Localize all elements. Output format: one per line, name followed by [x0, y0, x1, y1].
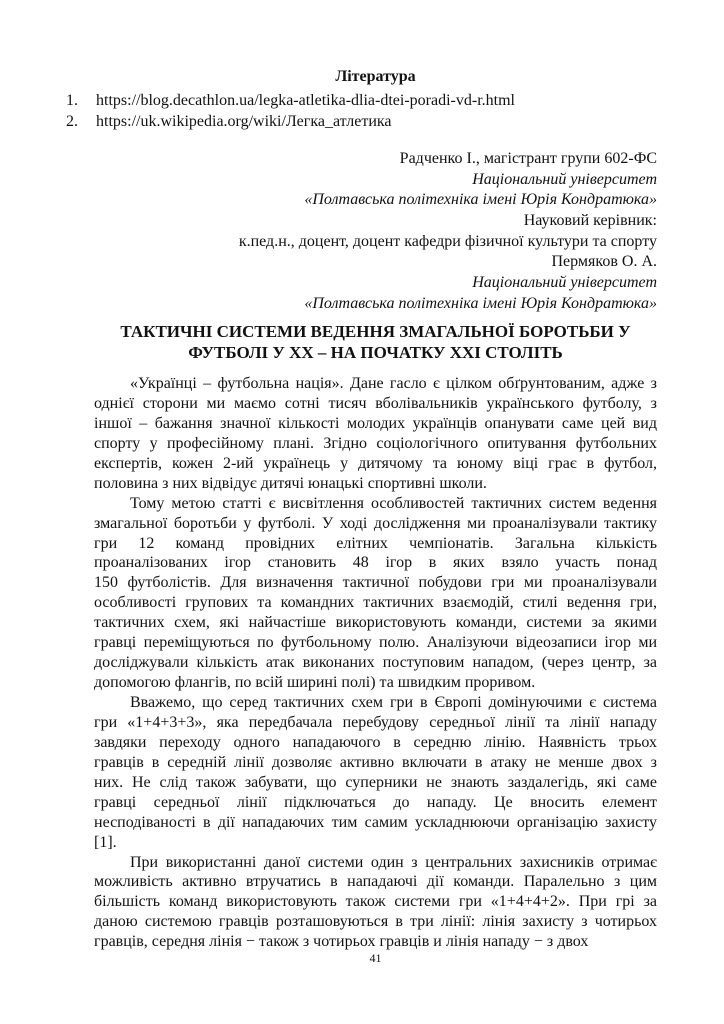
- page-number: 41: [369, 951, 382, 965]
- paragraph-line: несподіваності в дії нападаючих тим самим ускладнюючи організацію захисту: [94, 813, 657, 831]
- literature-heading: Література: [335, 68, 416, 85]
- author-line: Національний університет: [472, 274, 657, 292]
- author-line: «Полтавська політехніка імені Юрія Кондратюка»: [304, 294, 657, 312]
- paragraph: [94, 693, 657, 853]
- author-line: к.пед.н., доцент, доцент кафедри фізичної культури та спорту: [238, 232, 657, 250]
- paragraph-line: Вважемо, що серед тактичних схем гри в Європі домінуючими є система: [130, 694, 657, 711]
- paragraph-line: [1].: [94, 833, 117, 851]
- article-title-line-2: ФУТБОЛІ У ХХ – НА ПОЧАТКУ ХХІ СТОЛІТЬ: [188, 343, 563, 362]
- paragraph-line: При використанні даної системи один з центральних захисників отримає: [130, 853, 657, 871]
- reference-number: 2.: [66, 113, 78, 130]
- author-line: Науковий керівник:: [523, 212, 657, 230]
- author-block: [94, 149, 657, 315]
- paragraph-line: іншої – бажання значної кількості молодих українців опанувати саме цей вид: [94, 414, 657, 432]
- paragraph-line: особливості групових та командних тактичних взаємодій, стилі ведення гри,: [94, 594, 657, 612]
- paragraph-line: «Українці – футбольна нація». Дане гасло є цілком обґрунтованим, адже з: [130, 375, 657, 392]
- reference-number: 1.: [66, 92, 78, 109]
- paragraph-line: експертів, кожен 2-ий українець у дитячому та юному віці грає в футбол,: [94, 454, 657, 472]
- reference-list: [66, 90, 666, 132]
- paragraph-line: даною системою гравців розташовуються в три лінії: лінія захисту з чотирьох: [94, 913, 657, 931]
- paragraph: [94, 494, 657, 693]
- paragraph-line: більшість команд використовують також системи гри «1+4+4+2». При грі за: [94, 893, 657, 911]
- paragraph-line: гри «1+4+3+3», яка передбачала перебудову середньої лінії та лінії нападу: [94, 713, 657, 731]
- author-line: Радченко І., магістрант групи 602-ФС: [399, 150, 657, 167]
- author-line: Національний університет: [472, 170, 657, 188]
- reference-item: [66, 111, 666, 132]
- paragraph-line: гравці середньої лінії підключаться до нападу. Це вносить елемент: [94, 793, 657, 811]
- paragraph-line: половина з них відвідує дитячі юнацькі спортивні школи.: [94, 474, 487, 492]
- paragraph-line: тактичних схем, які найчастіше використовують команди, системи за якими: [94, 614, 657, 632]
- paragraph-line: 150 футболістів. Для визначення тактичної побудови гри ми проаналізували: [94, 574, 657, 592]
- paragraph: [94, 374, 657, 494]
- article-title: [94, 321, 657, 363]
- author-line: «Полтавська політехніка імені Юрія Кондратюка»: [304, 191, 657, 209]
- paragraph: [94, 853, 657, 953]
- article-title-line-1: ТАКТИЧНІ СИСТЕМИ ВЕДЕННЯ ЗМАГАЛЬНОЇ БОРОТЬБИ У: [120, 322, 631, 341]
- paragraph-line: Тому метою статті є висвітлення особливостей тактичних систем ведення: [130, 494, 657, 512]
- paragraph-line: досліджували кількість атак виконаних поступовим нападом, (через центр, за: [94, 654, 657, 672]
- author-line: Пермяков О. А.: [551, 253, 657, 271]
- paragraph-line: можливість активно втручатись в нападаючі дії команди. Паралельно з цим: [94, 873, 657, 891]
- paragraph-line: гравців в середній лінії дозволяє активно включати в атаку не менше двох з: [94, 753, 657, 771]
- reference-item: [66, 90, 666, 111]
- paragraph-line: спорту у професійному плані. Згідно соціологічного опитування футбольних: [94, 434, 657, 452]
- paragraph-line: завдяки переходу одного нападаючого в середню лінію. Наявність трьох: [94, 733, 657, 751]
- paragraph-line: гравці переміщуються по футбольному полю. Аналізуючи відеозаписи ігор ми: [94, 634, 657, 652]
- paragraph-line: змагальної боротьби у футболі. У ході дослідження ми проаналізували тактику: [94, 514, 657, 532]
- reference-link[interactable]: https://blog.decathlon.ua/legka-atletika-dlia-dtei-poradi-vd-r.html: [96, 92, 515, 109]
- paragraph-line: гравців, середня лінія − також з чотирьох гравців и лінія нападу − з двох: [94, 933, 589, 951]
- paragraph-line: них. Не слід також забувати, що суперники не знають заздалегідь, які саме: [94, 773, 657, 791]
- paragraph-line: гри 12 команд провідних елітних чемпіонатів. Загальна кількість: [94, 534, 657, 552]
- paragraph-line: проаналізованих ігор становить 48 ігор в яких взяло участь понад: [94, 554, 657, 572]
- paragraph-line: однієї сторони ми маємо сотні тисяч вболівальників українського футболу, з: [94, 394, 657, 412]
- paragraph-line: допомогою флангів, по всій ширині полі) та швидким проривом.: [94, 674, 536, 692]
- article-body: [94, 374, 657, 952]
- reference-link[interactable]: https://uk.wikipedia.org/wiki/Легка_атлетика: [96, 113, 392, 130]
